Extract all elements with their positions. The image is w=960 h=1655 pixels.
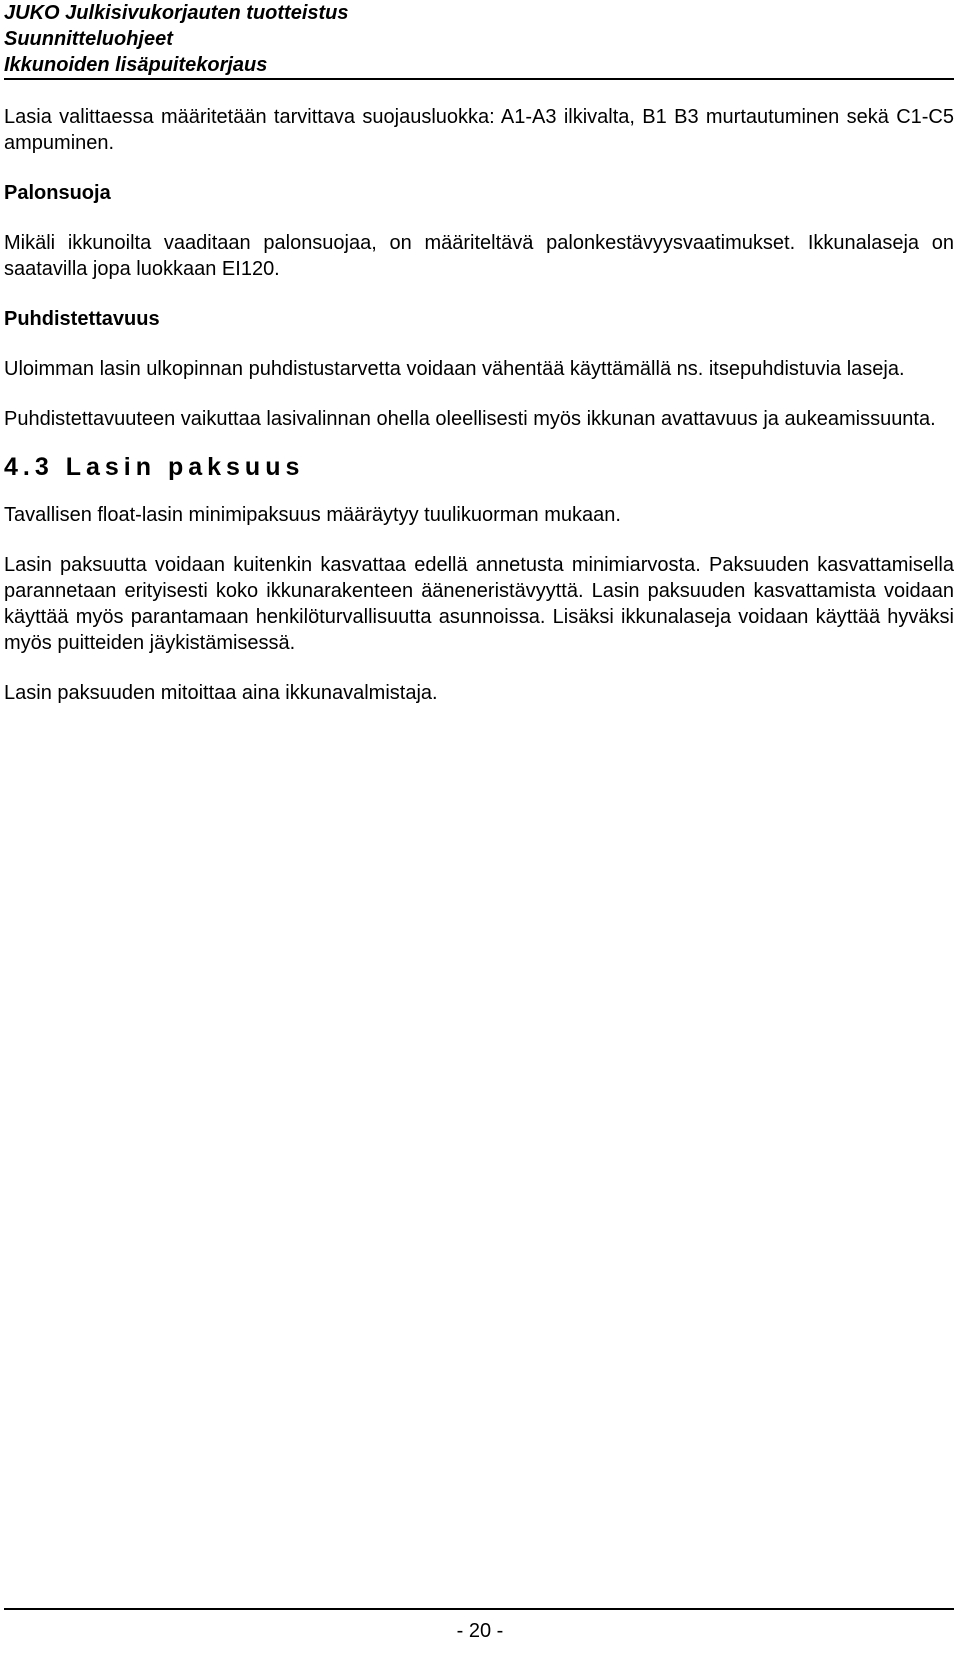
footer-divider bbox=[4, 1608, 954, 1610]
paragraph-fire-protection: Mikäli ikkunoilta vaaditaan palonsuojaa, on määriteltävä palonkestävyysvaatimukset. Ikkunalaseja on saatavilla jopa luokkaan EI120. bbox=[4, 232, 954, 280]
page-number: - 20 - bbox=[456, 1620, 504, 1642]
subheading-fire-protection: Palonsuoja bbox=[4, 182, 111, 204]
header-project-title: JUKO Julkisivukorjauten tuotteistus bbox=[4, 2, 349, 24]
paragraph-increasing-thickness: Lasin paksuutta voidaan kuitenkin kasvattaa edellä annetusta minimiarvosta. Paksuuden kasvattamisella parannetaan erityisesti koko ikkunarakenteen ääneneristävyyttä. Lasin paksuuden kasvattamista voidaan käyttää myös parantamaan henkilöturvallisuutta asunnoissa. Lisäksi ikkunalaseja voidaan käyttää hyväksi myös puitteiden jäykistämisessä. bbox=[4, 554, 954, 654]
header-document-title: Ikkunoiden lisäpuitekorjaus bbox=[4, 54, 268, 76]
paragraph-self-cleaning-glass: Uloimman lasin ulkopinnan puhdistustarvetta voidaan vähentää käyttämällä ns. itsepuhdistuvia laseja. bbox=[4, 358, 905, 380]
paragraph-minimum-thickness: Tavallisen float-lasin minimipaksuus määräytyy tuulikuorman mukaan. bbox=[4, 504, 621, 526]
paragraph-opening-direction: Puhdistettavuuteen vaikuttaa lasivalinnan ohella oleellisesti myös ikkunan avattavuus ja aukeamissuunta. bbox=[4, 408, 936, 430]
header-document-type: Suunnitteluohjeet bbox=[4, 28, 173, 50]
page-header bbox=[4, 0, 954, 80]
paragraph-thickness-sizing: Lasin paksuuden mitoittaa aina ikkunavalmistaja. bbox=[4, 682, 438, 704]
paragraph-security-class: Lasia valittaessa määritetään tarvittava suojausluokka: A1-A3 ilkivalta, B1 B3 murtautuminen sekä C1-C5 ampuminen. bbox=[4, 106, 954, 154]
page-content bbox=[4, 104, 954, 706]
subheading-cleanability: Puhdistettavuus bbox=[4, 308, 160, 330]
section-heading-glass-thickness: 4.3 Lasin paksuus bbox=[4, 453, 305, 481]
